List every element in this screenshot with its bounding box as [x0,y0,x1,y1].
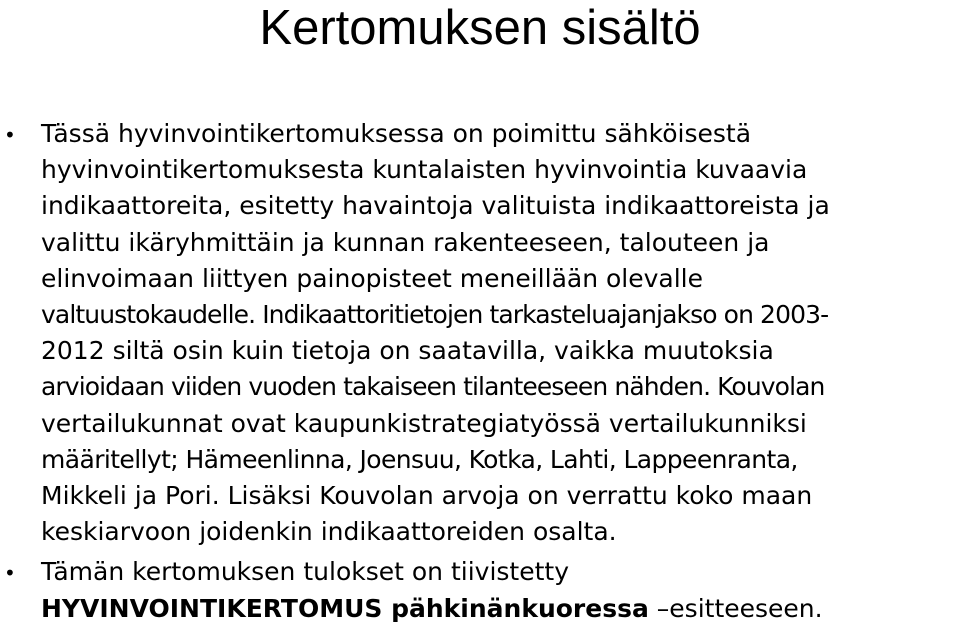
text-line: Tässä hyvinvointikertomuksessa on poimittu sähköisestä [41,119,752,148]
text-line: vertailukunnat ovat kaupunkistrategiatyössä vertailukunniksi [41,408,807,438]
text-line: Mikkeli ja Pori. Lisäksi Kouvolan arvoja on verrattu koko maan [41,481,813,511]
text-line: arvioidaan viiden vuoden takaiseen tilanteeseen nähden. Kouvolan [41,372,825,402]
text-line: määritellyt; Hämeenlinna, Joensuu, Kotka, Lahti, Lappeenranta, [41,444,798,474]
text-line: 2012 siltä osin kuin tietoja on saatavilla, vaikka muutoksia [41,336,774,366]
text-line: valtuustokaudelle. Indikaattoritietojen tarkasteluajanjakso on 2003- [41,300,829,330]
text-line: valittu ikäryhmittäin ja kunnan rakenteeseen, talouteen ja [41,227,770,257]
brochure-name: HYVINVOINTIKERTOMUS pähkinänkuoressa [41,593,649,623]
bullet-item [0,554,960,626]
text-line: Tämän kertomuksen tulokset on tiivistetty [41,557,570,587]
bullet-list [0,116,960,627]
text-line: hyvinvointikertomuksesta kuntalaisten hyvinvointia kuvaavia [41,155,808,185]
text-line: indikaattoreita, esitetty havaintoja valituista indikaattoreista ja [41,191,830,221]
text-line: keskiarvoon joidenkin indikaattoreiden osalta. [41,517,617,547]
bullet-dot-icon: • [4,123,16,147]
text-line [41,591,960,627]
bullet-item [0,116,960,550]
bullet-dot-icon: • [4,561,16,586]
slide-title: Kertomuksen sisältö [259,1,701,55]
text-line: elinvoimaan liittyen painopisteet meneillään olevalle [41,263,704,293]
text-fragment: –esitteeseen. [648,593,823,623]
